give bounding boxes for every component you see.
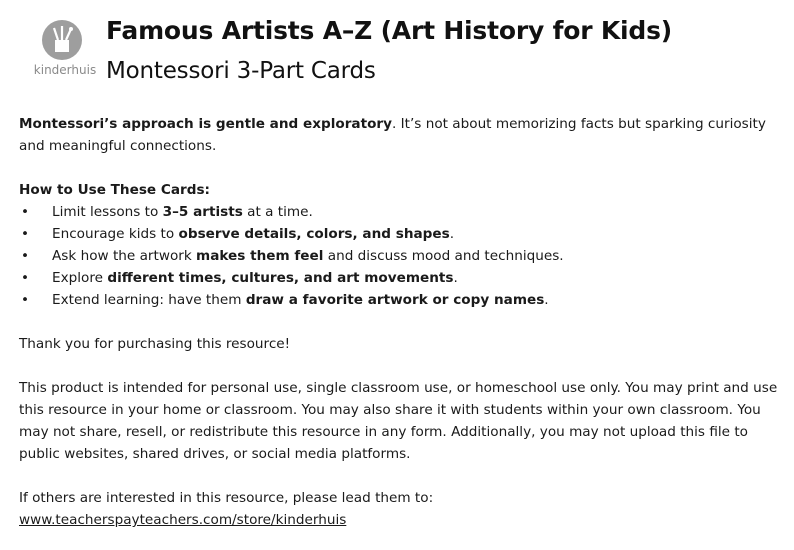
store-link[interactable]: www.teacherspayteachers.com/store/kinderhuis bbox=[19, 512, 347, 528]
how-to-heading: How to Use These Cards: bbox=[19, 182, 210, 198]
list-item-bold: makes them feel bbox=[196, 248, 324, 264]
bullet-icon: • bbox=[21, 248, 30, 264]
referral-text: If others are interested in this resource, please lead them to: bbox=[19, 490, 434, 506]
list-item-bold: observe details, colors, and shapes bbox=[178, 226, 450, 242]
bullet-icon: • bbox=[21, 204, 30, 220]
list-item-text: Extend learning: have them bbox=[52, 292, 246, 308]
list-item-text: . bbox=[544, 292, 549, 308]
header bbox=[20, 10, 780, 96]
page-subtitle: Montessori 3-Part Cards bbox=[106, 58, 376, 84]
list-item-text: Limit lessons to bbox=[52, 204, 163, 220]
list-item bbox=[19, 201, 779, 223]
kinderhuis-logo bbox=[30, 20, 104, 86]
list-item-text: Ask how the artwork bbox=[52, 248, 197, 264]
list-item-text: Encourage kids to bbox=[52, 226, 179, 242]
list-item-text: . bbox=[449, 226, 455, 242]
list-item-text: and discuss mood and techniques. bbox=[323, 248, 564, 264]
pencils-in-jar-icon bbox=[42, 20, 82, 60]
logo-text: kinderhuis bbox=[33, 63, 97, 77]
list-item-bold: different times, cultures, and art movements bbox=[107, 270, 454, 286]
list-item bbox=[19, 223, 779, 245]
list-item-text: Explore bbox=[52, 270, 108, 286]
list-item-bold: draw a favorite artwork or copy names bbox=[245, 292, 545, 308]
how-to-list bbox=[19, 201, 779, 311]
page-title: Famous Artists A–Z (Art History for Kids) bbox=[106, 16, 672, 45]
terms-paragraph: This product is intended for personal use, single classroom use, or homeschool use only. You may print and use this resource in your home or classroom. You may also share it with students within your own classroom. You may not share, resell, or redistribute this resource in any form. Additionally, you may not upload this file to public websites, shared drives, or social media platforms. bbox=[19, 380, 778, 462]
list-item-text: . bbox=[453, 270, 458, 286]
list-item-text: at a time. bbox=[242, 204, 313, 220]
list-item bbox=[19, 289, 779, 311]
intro-bold: Montessori’s approach is gentle and exploratory bbox=[19, 116, 392, 132]
thanks-text: Thank you for purchasing this resource! bbox=[19, 336, 291, 352]
bullet-icon: • bbox=[21, 270, 30, 286]
bullet-icon: • bbox=[21, 226, 30, 242]
content-body bbox=[19, 113, 779, 531]
list-item bbox=[19, 267, 779, 289]
intro-rest: . It’s not about memorizing facts but sparking curiosity and meaningful connections. bbox=[19, 116, 766, 154]
list-item-bold: 3–5 artists bbox=[162, 204, 243, 220]
list-item bbox=[19, 245, 779, 267]
bullet-icon: • bbox=[21, 292, 30, 308]
intro-paragraph bbox=[19, 113, 779, 157]
